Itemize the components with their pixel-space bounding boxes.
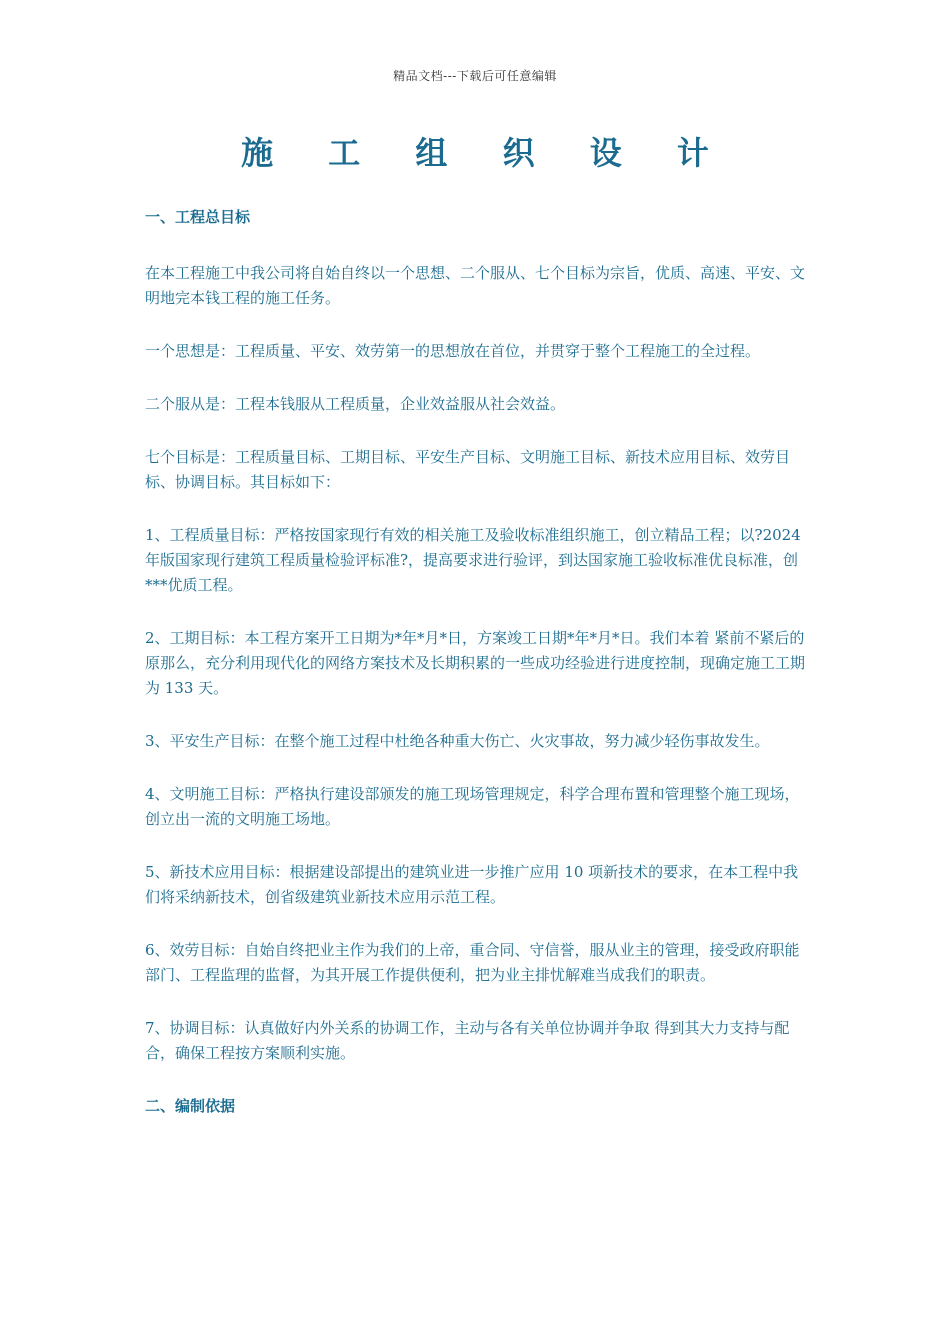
paragraph: 7、协调目标：认真做好内外关系的协调工作，主动与各有关单位协调并争取 得到其大力支持与配合，确保工程按方案顺利实施。 xyxy=(145,1019,790,1062)
document-title: 施 工 组 织 设 计 xyxy=(241,134,731,172)
paragraph: 二个服从是：工程本钱服从工程质量，企业效益服从社会效益。 xyxy=(145,395,566,413)
header-note: 精品文档---下载后可任意编辑 xyxy=(393,69,557,83)
paragraph: 4、文明施工目标：严格执行建设部颁发的施工现场管理规定，科学合理布置和管理整个施工现场，创立出一流的文明施工场地。 xyxy=(145,785,800,828)
paragraph: 一个思想是：工程质量、平安、效劳第一的思想放在首位，并贯穿于整个工程施工的全过程。 xyxy=(145,342,761,360)
paragraph: 2、工期目标：本工程方案开工日期为*年*月*日，方案竣工日期*年*月*日。我们本着 紧前不紧后的原那么，充分利用现代化的网络方案技术及长期积累的一些成功经验进行进度控制，现确定施工工期为 133 天。 xyxy=(145,629,806,697)
section-heading-goals: 一、工程总目标 xyxy=(145,208,251,226)
paragraph: 5、新技术应用目标：根据建设部提出的建筑业进一步推广应用 10 项新技术的要求，在本工程中我们将采纳新技术，创省级建筑业新技术应用示范工程。 xyxy=(145,863,799,906)
paragraph: 七个目标是：工程质量目标、工期目标、平安生产目标、文明施工目标、新技术应用目标、效劳目标、协调目标。其目标如下： xyxy=(145,448,791,491)
paragraph: 在本工程施工中我公司将自始自终以一个思想、二个服从、七个目标为宗旨，优质、高速、平安、文明地完本钱工程的施工任务。 xyxy=(145,264,806,307)
document-body xyxy=(145,205,810,1118)
paragraph: 1、工程质量目标：严格按国家现行有效的相关施工及验收标准组织施工，创立精品工程；以?2024 年版国家现行建筑工程质量检验评标准?，提高要求进行验评，到达国家施工验收标准优良标准，创***优质工程。 xyxy=(145,526,801,594)
section-heading-basis: 二、编制依据 xyxy=(145,1097,236,1115)
paragraph: 6、效劳目标：自始自终把业主作为我们的上帝，重合同、守信誉，服从业主的管理，接受政府职能部门、工程监理的监督，为其开展工作提供便利，把为业主排忧解难当成我们的职责。 xyxy=(145,941,800,984)
paragraph: 3、平安生产目标：在整个施工过程中杜绝各种重大伤亡、火灾事故，努力减少轻伤事故发生。 xyxy=(145,732,770,750)
